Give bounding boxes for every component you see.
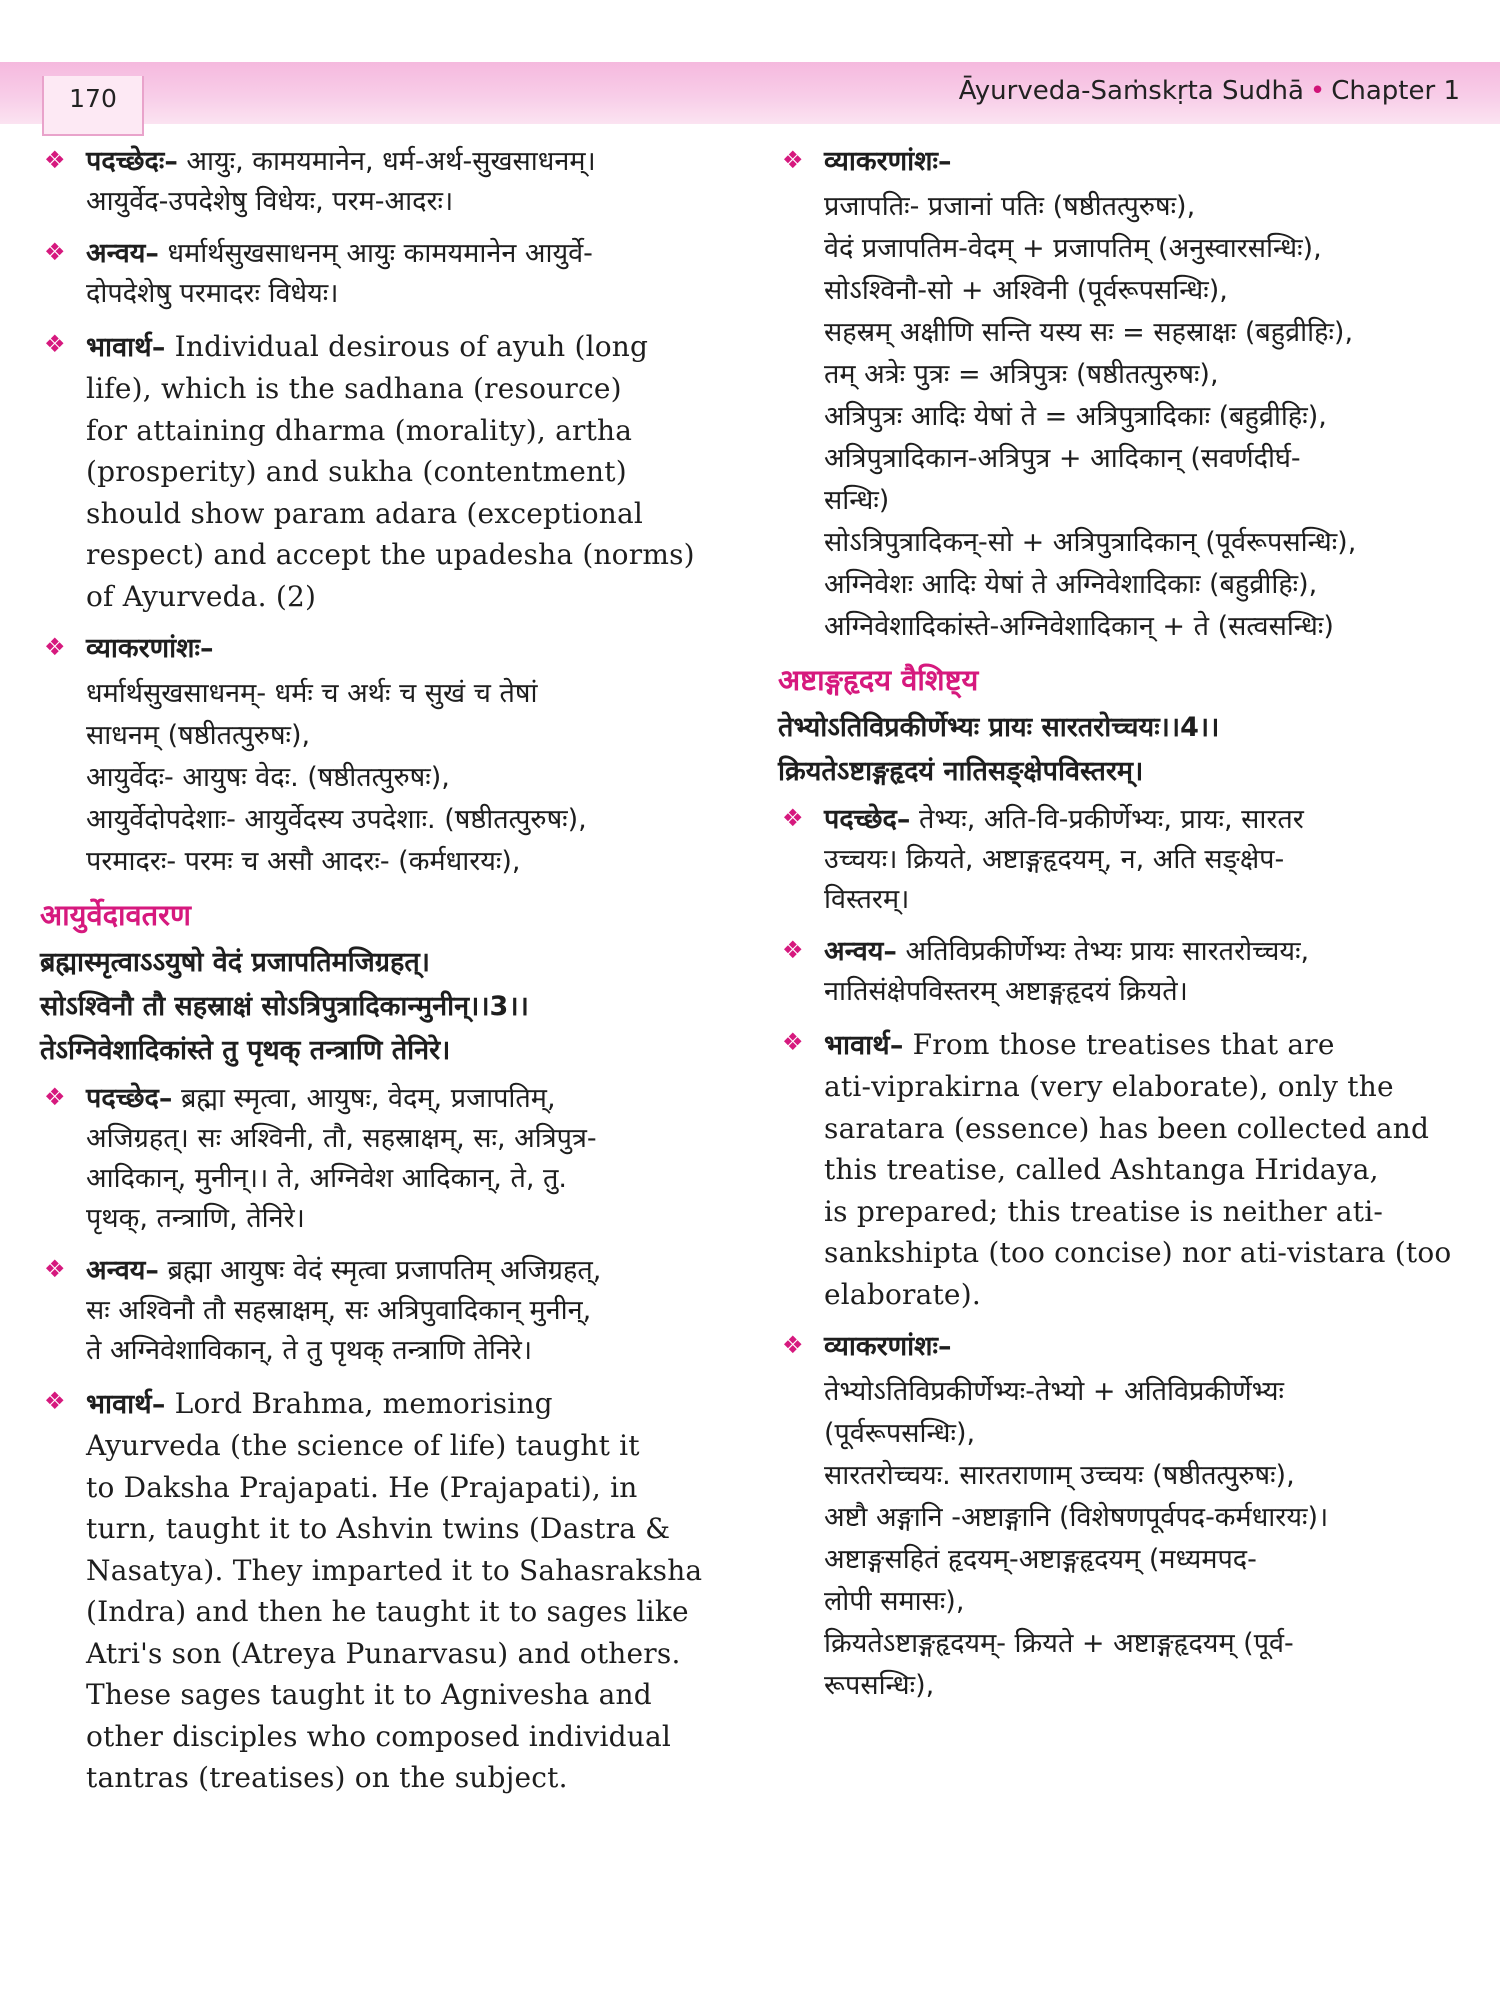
vyakarana-entry [40, 629, 735, 669]
grammar-line: क्रियतेऽष्टाङ्गहृदयम्- क्रियते + अष्टाङ्गहृदयम् (पूर्व- [824, 1628, 1294, 1659]
entry-line: respect) and accept the upadesha (norms) [86, 538, 695, 571]
book-title: Āyurveda-Saṁskṛta Sudhā [958, 76, 1304, 106]
entry-line: elaborate). [824, 1277, 981, 1311]
entry-label: भावार्थ– [86, 332, 166, 363]
grammar-line: प्रजापतिः- प्रजानां पतिः (षष्ठीतत्पुरुषः), [824, 191, 1196, 222]
entry-line [86, 1251, 735, 1291]
entry-line: (prosperity) and sukha (contentment) [86, 455, 627, 488]
grammar-line: तम् अत्रेः पुत्रः = अत्रिपुत्रः (षष्ठीतत्पुरुषः), [824, 359, 1219, 390]
bhavartha-entry [778, 1024, 1468, 1315]
entry-line: sankshipta (too concise) nor ati-vistara (too [824, 1236, 1452, 1269]
grammar-line: (पूर्वरूपसन्धिः), [824, 1418, 976, 1449]
grammar-line: अष्टाङ्गसहितं हृदयम्-अष्टाङ्गहृदयम् (मध्यमपद- [824, 1544, 1257, 1575]
vyakarana-entry [778, 1327, 1468, 1367]
entry-line: दोपदेशेषु परमादरः विधेयः। [86, 278, 339, 309]
entry-text: ब्रह्मा आयुषः वेदं स्मृत्वा प्रजापतिम् अजिग्रहत्, [167, 1255, 602, 1286]
entry-line: सः अश्विनौ तौ सहस्राक्षम्, सः अत्रिपुवादिकान् मुनीन्, [86, 1295, 592, 1326]
entry-label: पदच्छेदः– [86, 146, 178, 177]
entry-line: saratara (essence) has been collected and [824, 1111, 1430, 1145]
grammar-line: सोऽत्रिपुत्रादिकन्-सो + अत्रिपुत्रादिकान् (पूर्वरूपसन्धिः), [824, 527, 1357, 558]
diamond-bullet-icon: ❖ [44, 1387, 66, 1415]
grammar-line: रूपसन्धिः), [824, 1670, 935, 1701]
entry-line: Atri's son (Atreya Punarvasu) and others. [86, 1636, 681, 1670]
entry-line: These sages taught it to Agnivesha and [86, 1678, 652, 1711]
entry-line [824, 932, 1468, 972]
padaccheda-entry [40, 1079, 735, 1239]
entry-line: turn, taught it to Ashvin twins (Dastra & [86, 1512, 671, 1545]
entry-line: आदिकान्, मुनीन्।। ते, अग्निवेश आदिकान्, ते, तु. [86, 1163, 567, 1194]
page-number: 170 [69, 84, 117, 113]
entry-label: अन्वय– [86, 238, 159, 269]
anvaya-entry [40, 1251, 735, 1371]
entry-line: tantras (treatises) on the subject. [86, 1761, 568, 1794]
entry-line [86, 326, 735, 368]
grammar-line: वेदं प्रजापतिम-वेदम् + प्रजापतिम् (अनुस्वारसन्धिः), [824, 233, 1322, 264]
grammar-list [778, 1371, 1468, 1707]
diamond-bullet-icon: ❖ [782, 146, 804, 174]
grammar-line: सारतरोच्चयः. सारतराणाम् उच्चयः (षष्ठीतत्पुरुषः), [824, 1460, 1295, 1491]
grammar-line: अग्निवेशः आदिः येषां ते अग्निवेशादिकाः (बहुव्रीहिः), [824, 569, 1318, 600]
grammar-line: अत्रिपुत्रादिकान-अत्रिपुत्र + आदिकान् (सवर्णदीर्घ- [824, 443, 1301, 474]
entry-line: विस्तरम्। [824, 884, 910, 915]
entry-label: अन्वय– [86, 1255, 159, 1286]
entry-text: आयुः, कामयमानेन, धर्म-अर्थ-सुखसाधनम्। [186, 146, 596, 177]
entry-line: उच्चयः। क्रियते, अष्टाङ्गहृदयम्, न, अति सङ्क्षेप- [824, 844, 1285, 875]
verse-line: ब्रह्मास्मृत्वाऽऽयुषो वेदं प्रजापतिमजिग्रहत्। [40, 947, 430, 978]
diamond-bullet-icon: ❖ [44, 633, 66, 661]
entry-line: of Ayurveda. (2) [86, 579, 317, 613]
entry-line: is prepared; this treatise is neither ati- [824, 1194, 1384, 1228]
entry-line: आयुर्वेद-उपदेशेषु विधेयः, परम-आदरः। [86, 186, 454, 217]
entry-line: पृथक्, तन्त्राणि, तेनिरे। [86, 1203, 305, 1234]
grammar-line: सन्धिः) [824, 485, 890, 516]
entry-text: Individual desirous of ayuh (long [174, 330, 649, 363]
grammar-line: आयुर्वेदः- आयुषः वेदः. (षष्ठीतत्पुरुषः), [86, 762, 450, 793]
bhavartha-entry [40, 1383, 735, 1799]
entry-line: to Daksha Prajapati. He (Prajapati), in [86, 1470, 638, 1504]
bhavartha-entry [40, 326, 735, 617]
diamond-bullet-icon: ❖ [44, 238, 66, 266]
entry-text: अतिविप्रकीर्णेभ्यः तेभ्यः प्रायः सारतरोच्चयः, [905, 936, 1310, 967]
verse-block [778, 706, 1468, 794]
grammar-line: साधनम् (षष्ठीतत्पुरुषः), [86, 720, 311, 751]
entry-label: व्याकरणांशः– [824, 1331, 952, 1362]
vyakarana-entry [778, 142, 1468, 182]
running-head [959, 76, 1460, 106]
diamond-bullet-icon: ❖ [782, 936, 804, 964]
entry-line: Nasatya). They imparted it to Sahasraksha [86, 1553, 703, 1587]
entry-line: should show param adara (exceptional [86, 496, 644, 530]
entry-line [86, 142, 735, 182]
diamond-bullet-icon: ❖ [782, 804, 804, 832]
verse-block [40, 941, 735, 1073]
entry-text: तेभ्यः, अति-वि-प्रकीर्णेभ्यः, प्रायः, सारतर [918, 804, 1304, 835]
entry-line: ते अग्निवेशाविकान्, ते तु पृथक् तन्त्राणि तेनिरे। [86, 1335, 533, 1366]
entry-line: this treatise, called Ashtanga Hridaya, [824, 1153, 1379, 1186]
verse-line: तेऽग्निवेशादिकांस्ते तु पृथक् तन्त्राणि तेनिरे। [40, 1035, 451, 1066]
grammar-line: अष्टौ अङ्गानि -अष्टाङ्गानि (विशेषणपूर्वपद-कर्मधारयः)। [824, 1502, 1329, 1533]
entry-text: From those treatises that are [912, 1028, 1335, 1061]
grammar-line: धर्मार्थसुखसाधनम्- धर्मः च अर्थः च सुखं च तेषां [86, 678, 538, 709]
entry-label: भावार्थ– [824, 1030, 904, 1061]
diamond-bullet-icon: ❖ [44, 1083, 66, 1111]
grammar-line: सहस्रम् अक्षीणि सन्ति यस्य सः = सहस्राक्षः (बहुव्रीहिः), [824, 317, 1354, 348]
entry-line: life), which is the sadhana (resource) [86, 372, 622, 405]
entry-text: धर्मार्थसुखसाधनम् आयुः कामयमानेन आयुर्वे- [167, 238, 593, 269]
entry-line [86, 234, 735, 274]
diamond-bullet-icon: ❖ [44, 1255, 66, 1283]
entry-label: व्याकरणांशः– [86, 633, 214, 664]
entry-line: नातिसंक्षेपविस्तरम् अष्टाङ्गहृदयं क्रियते। [824, 976, 1188, 1007]
entry-label: पदच्छेद– [86, 1083, 173, 1114]
grammar-line: आयुर्वेदोपदेशाः- आयुर्वेदस्य उपदेशाः. (षष्ठीतत्पुरुषः), [86, 804, 587, 835]
entry-label: पदच्छेद– [824, 804, 911, 835]
verse-line: क्रियतेऽष्टाङ्गहृदयं नातिसङ्क्षेपविस्तरम्। [778, 756, 1144, 787]
entry-text: ब्रह्मा स्मृत्वा, आयुषः, वेदम्, प्रजापतिम्, [180, 1083, 556, 1114]
entry-line: other disciples who composed individual [86, 1719, 672, 1753]
grammar-line: अग्निवेशादिकांस्ते-अग्निवेशादिकान् + ते (सत्वसन्धिः) [824, 611, 1334, 642]
grammar-line: तेभ्योऽतिविप्रकीर्णेभ्यः-तेभ्यो + अतिविप्रकीर्णेभ्यः [824, 1376, 1285, 1407]
grammar-list [40, 673, 735, 883]
grammar-line: परमादरः- परमः च असौ आदरः- (कर्मधारयः), [86, 846, 521, 877]
entry-line [86, 1079, 735, 1119]
entry-line [824, 1024, 1468, 1066]
right-column [778, 142, 1468, 1717]
entry-line [86, 1383, 735, 1425]
verse-line: तेभ्योऽतिविप्रकीर्णेभ्यः प्रायः सारतरोच्चयः।।4।। [778, 712, 1220, 743]
anvaya-entry [778, 932, 1468, 1012]
padaccheda-entry [40, 142, 735, 222]
entry-text: Lord Brahma, memorising [174, 1387, 553, 1420]
diamond-bullet-icon: ❖ [782, 1028, 804, 1056]
entry-line: अजिग्रहत्। सः अश्विनी, तौ, सहस्राक्षम्, सः, अत्रिपुत्र- [86, 1123, 597, 1154]
entry-line: (Indra) and then he taught it to sages like [86, 1595, 689, 1628]
entry-label: अन्वय– [824, 936, 897, 967]
header-separator: • [1309, 76, 1326, 106]
grammar-line: सोऽश्विनौ-सो + अश्विनी (पूर्वरूपसन्धिः), [824, 275, 1228, 306]
left-column [40, 142, 735, 1811]
verse-line: सोऽश्विनौ तौ सहस्राक्षं सोऽत्रिपुत्रादिकान्मुनीन्।।3।। [40, 991, 529, 1022]
grammar-list [778, 186, 1468, 648]
entry-line: Ayurveda (the science of life) taught it [86, 1429, 640, 1462]
diamond-bullet-icon: ❖ [44, 146, 66, 174]
diamond-bullet-icon: ❖ [44, 330, 66, 358]
entry-line: for attaining dharma (morality), artha [86, 413, 633, 447]
grammar-line: लोपी समासः), [824, 1586, 965, 1617]
entry-line: ati-viprakirna (very elaborate), only the [824, 1070, 1394, 1103]
diamond-bullet-icon: ❖ [782, 1331, 804, 1359]
grammar-line: अत्रिपुत्रः आदिः येषां ते = अत्रिपुत्रादिकाः (बहुव्रीहिः), [824, 401, 1327, 432]
section-title: अष्टाङ्गहृदय वैशिष्ट्य [778, 663, 979, 697]
entry-line [824, 800, 1468, 840]
entry-label: भावार्थ– [86, 1389, 166, 1420]
chapter-label: Chapter 1 [1331, 76, 1460, 106]
entry-label: व्याकरणांशः– [824, 146, 952, 177]
anvaya-entry [40, 234, 735, 314]
padaccheda-entry [778, 800, 1468, 920]
section-title: आयुर्वेदावतरण [40, 898, 191, 932]
